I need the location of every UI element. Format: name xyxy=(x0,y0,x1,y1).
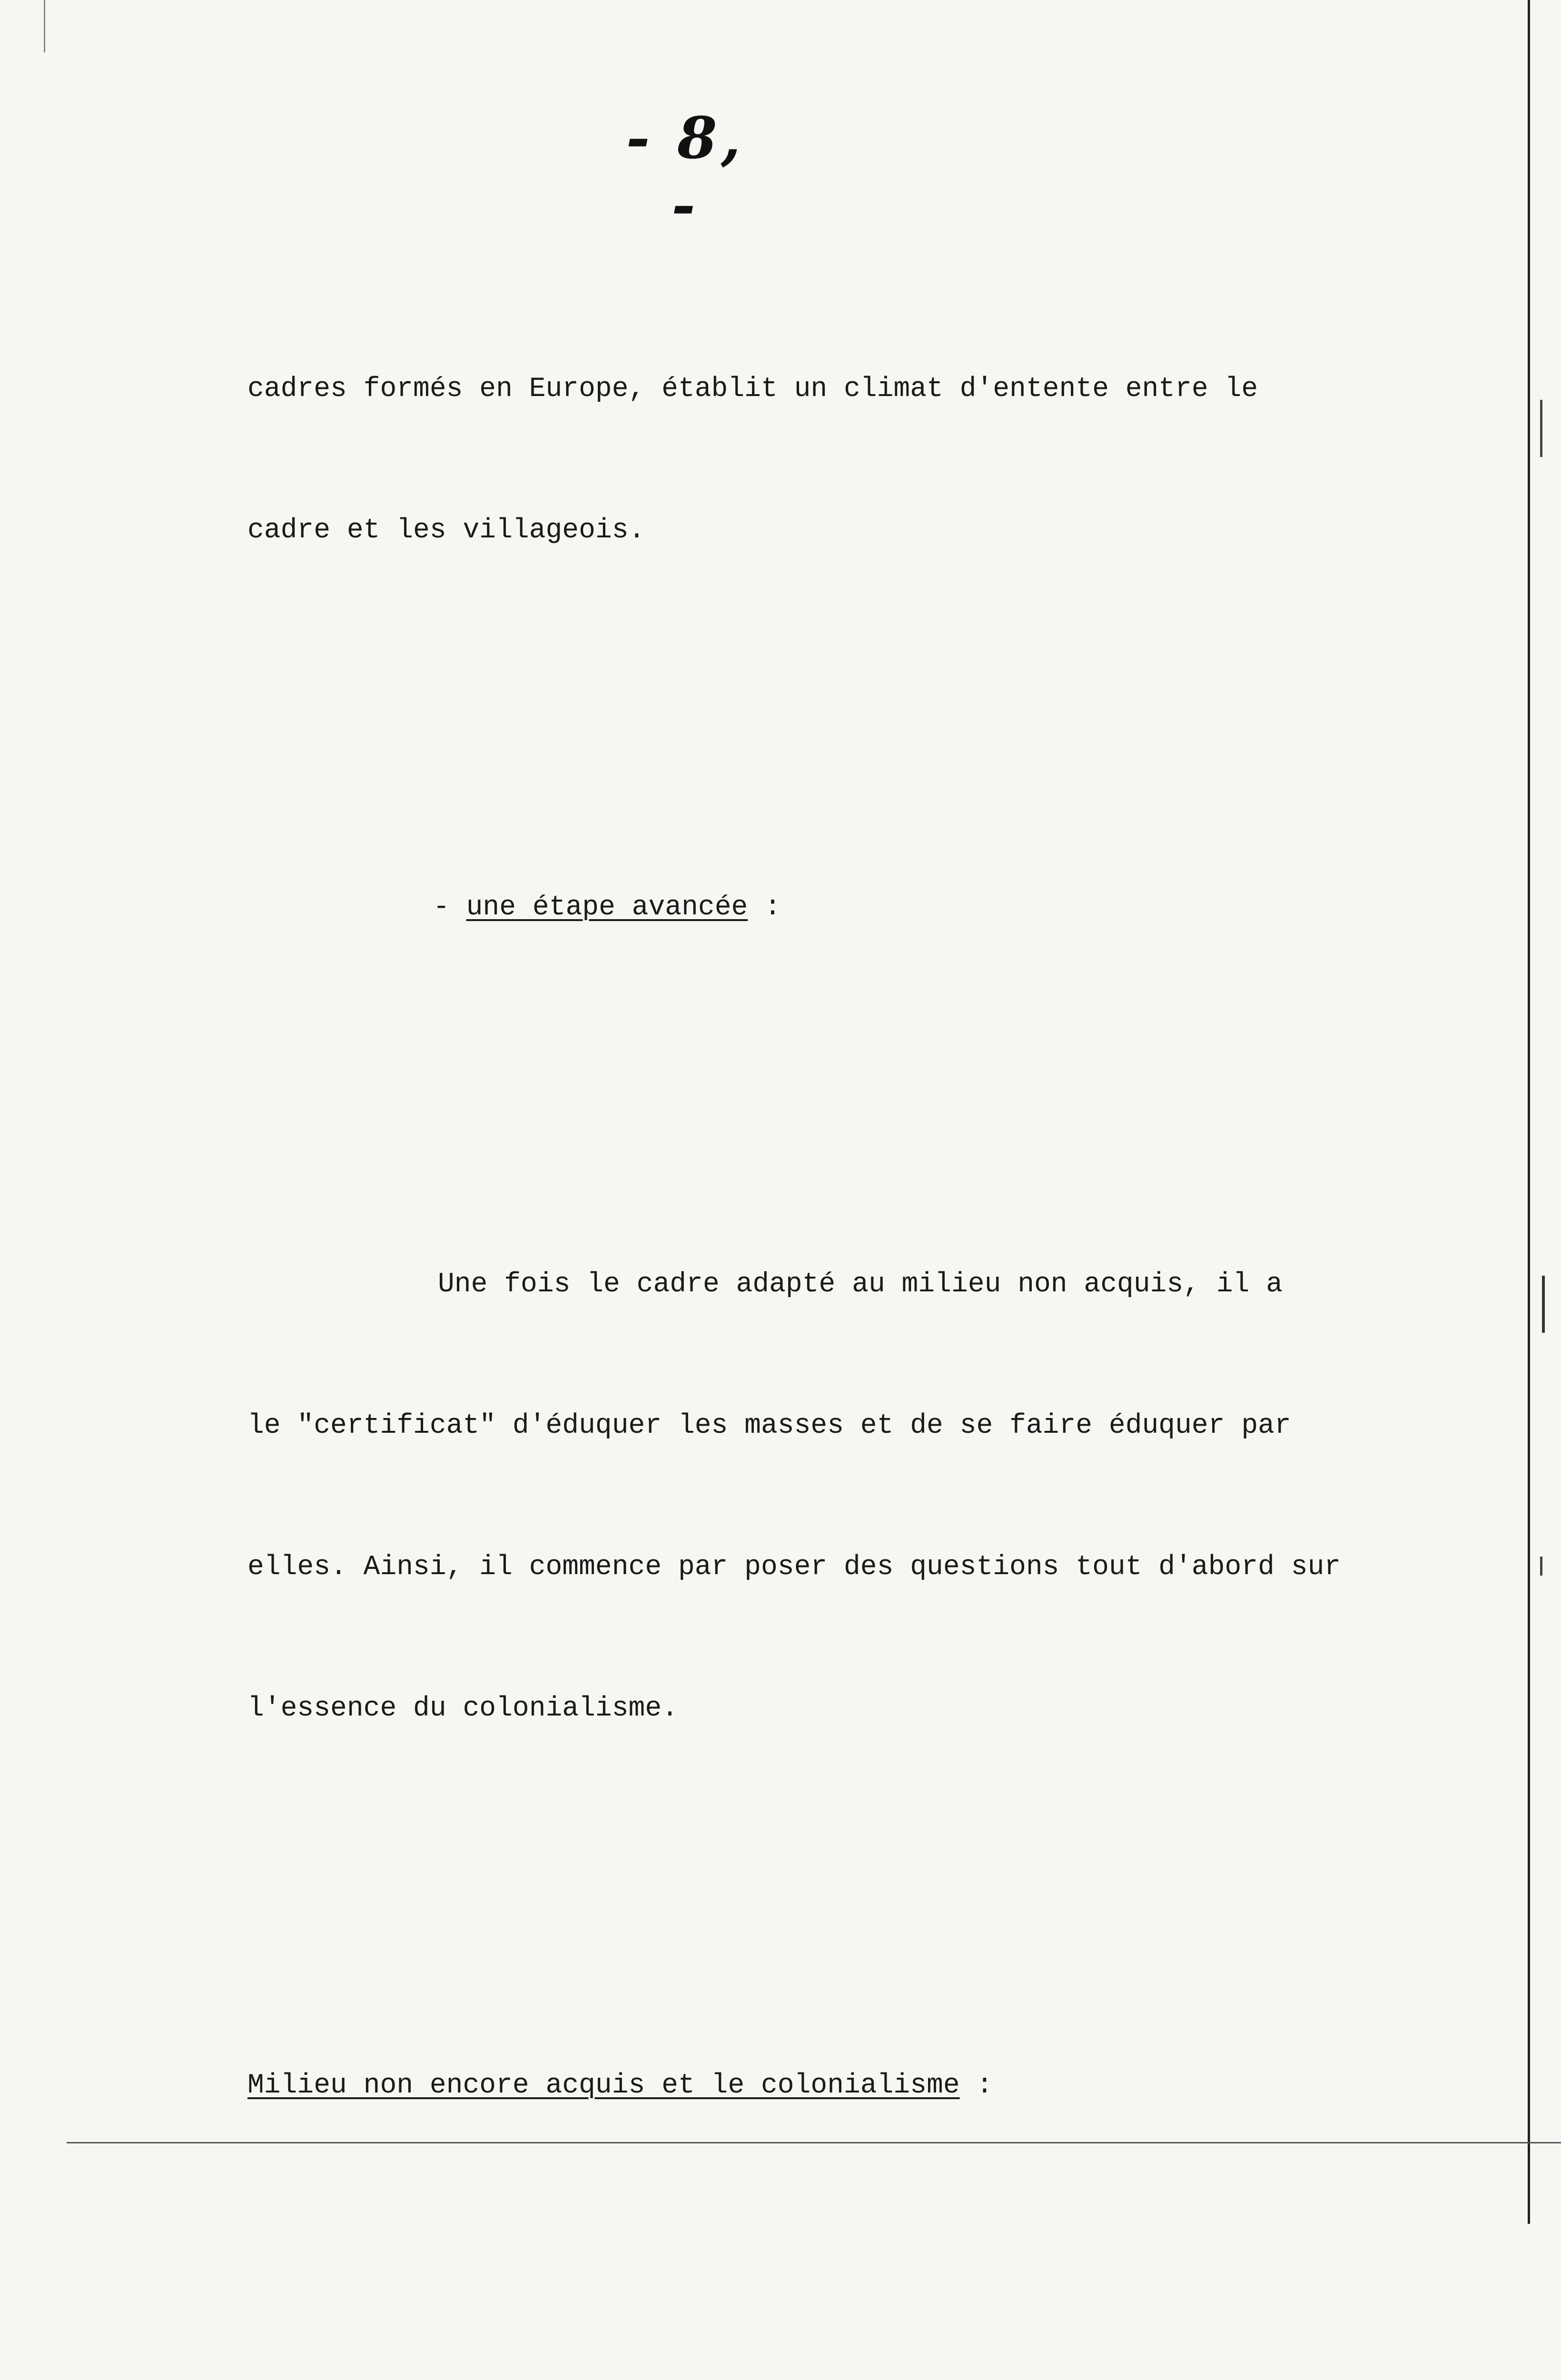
text-line: l'essence du colonialisme. xyxy=(247,1693,678,1724)
subheading-suffix: : xyxy=(748,892,781,923)
text-line: elles. Ainsi, il commence par poser des questions tout d'abord sur xyxy=(247,1552,1341,1583)
section-heading xyxy=(247,2062,1390,2109)
subheading xyxy=(247,884,1390,931)
text-line: cadres formés en Europe, établit un climat d'entente entre le xyxy=(247,374,1258,405)
scan-mark xyxy=(1542,1276,1545,1333)
text-line: Une fois le cadre adapté au milieu non acquis, il a xyxy=(438,1269,1283,1300)
section-heading-suffix: : xyxy=(959,2070,993,2101)
text-line: cadre et les villageois. xyxy=(247,515,645,546)
subheading-text: une étape avancée xyxy=(466,892,748,923)
body-text xyxy=(247,271,1390,2380)
text-line: le "certificat" d'éduquer les masses et de se faire éduquer par xyxy=(247,1410,1291,1441)
scan-mark xyxy=(1540,1557,1542,1576)
scan-mark xyxy=(1540,400,1542,457)
page-number: - 8, - xyxy=(626,105,745,239)
scan-edge-line xyxy=(44,0,45,52)
section-heading-text: Milieu non encore acquis et le colonialisme xyxy=(247,2070,960,2101)
subheading-prefix: - xyxy=(433,892,466,923)
scan-edge-line xyxy=(1528,0,1530,2224)
